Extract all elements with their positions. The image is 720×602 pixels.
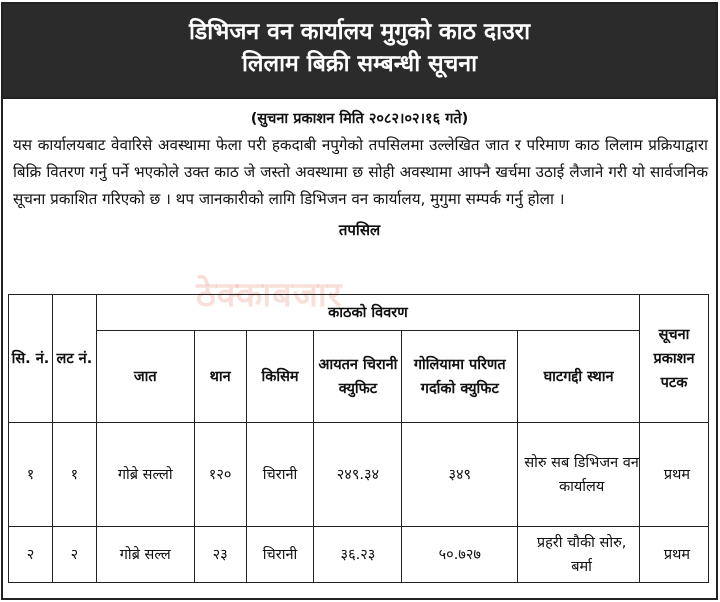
cell-serial: २ <box>9 527 53 583</box>
cell-lot: १ <box>52 423 96 527</box>
table-row <box>9 527 709 583</box>
cell-species: गोब्रे सल्ल <box>96 527 194 583</box>
cell-type: चिरानी <box>246 423 314 527</box>
title-line-1: डिभिजन वन कार्यालय मुगुको काठ दाउरा <box>188 19 531 45</box>
cell-volume: ३६.२३ <box>314 527 402 583</box>
header-round-volume: गोलियामा परिणत गर्दाको क्युफिट <box>402 331 518 423</box>
watermark-part-2: बजार <box>272 275 343 315</box>
cell-notice-count: प्रथम <box>640 423 709 527</box>
cell-lot: २ <box>52 527 96 583</box>
header-volume: आयतन चिरानी क्युफिट <box>314 331 402 423</box>
header-location: घाटगद्दी स्थान <box>518 331 640 423</box>
table-row <box>9 423 709 527</box>
notice-header <box>3 4 716 99</box>
cell-round-volume: ५०.७२७ <box>402 527 518 583</box>
table-subheader-row <box>9 331 709 423</box>
cell-pieces: १२० <box>194 423 246 527</box>
table-header-row <box>9 295 709 331</box>
header-notice-count: सूचना प्रकाशन पटक <box>640 295 709 423</box>
cell-location: प्रहरी चौकी सोरु, बर्मा <box>518 527 640 583</box>
cell-pieces: २३ <box>194 527 246 583</box>
header-lot: लट नं. <box>52 295 96 423</box>
cell-location: सोरु सब डिभिजन वन कार्यालय <box>518 423 640 527</box>
header-serial: सि. नं. <box>9 295 53 423</box>
watermark-part-1: ठेक्का <box>196 275 273 315</box>
cell-type: चिरानी <box>246 527 314 583</box>
publication-date: (सुचना प्रकाशन मिति २०८२।०२।१६ गते) <box>250 111 469 127</box>
cell-species: गोब्रे सल्लो <box>96 423 194 527</box>
notice-body-text: यस कार्यालयबाट वेवारिसे अवस्थामा फेला परी हकदाबी नपुगेको तपसिलमा उल्लेखित जात र परिमाण काठ लिलाम प्रक्रियाद्वारा बिक्रि वितरण गर्नु पर्ने भएकोले उक्त काठ जे जस्तो अवस्थामा छ सोही अवस्थामा आफ्नै खर्चमा उठाई लैजाने गरी यो सार्वजनिक सूचना प्रकाशित गरिएको छ । थप जानकारीको लागि डिभिजन वन कार्यालय, मुगुमा सम्पर्क गर्नु होला । <box>13 136 708 208</box>
header-type: किसिम <box>246 331 314 423</box>
cell-serial: १ <box>9 423 53 527</box>
header-species: जात <box>96 331 194 423</box>
header-pieces: थान <box>194 331 246 423</box>
cell-notice-count: प्रथम <box>640 527 709 583</box>
header-timber-details: काठको विवरण <box>96 295 639 331</box>
cell-volume: २४९.३४ <box>314 423 402 527</box>
timber-details-table <box>8 294 709 583</box>
cell-round-volume: ३४९ <box>402 423 518 527</box>
title-line-2: लिलाम बिक्री सम्बन्धी सूचना <box>241 51 478 77</box>
tapasil-heading: तपसिल <box>338 221 381 239</box>
